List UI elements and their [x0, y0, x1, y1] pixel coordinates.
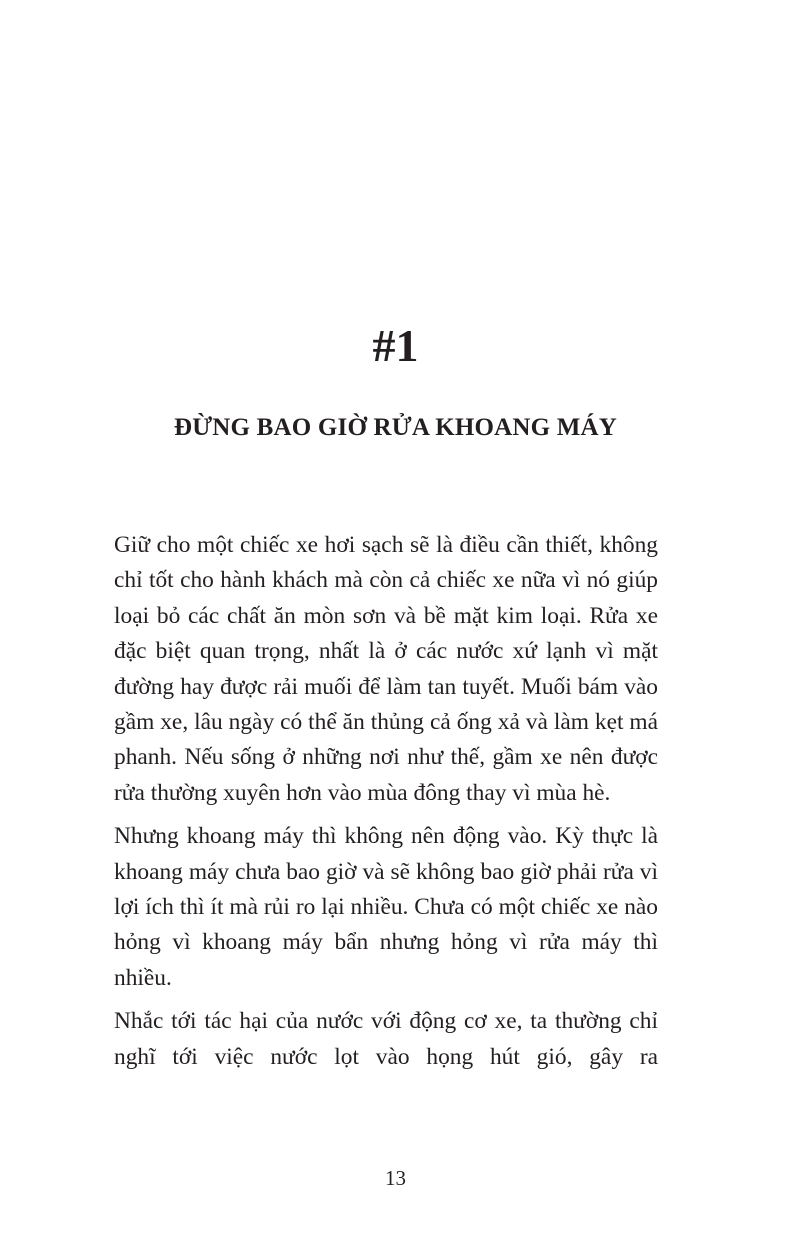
chapter-number: #1	[372, 320, 419, 371]
paragraph-2: Nhưng khoang máy thì không nên động vào. Kỳ thực là khoang máy chưa bao giờ và sẽ không bao giờ phải rửa vì lợi ích thì ít mà rủi ro lại nhiều. Chưa có một chiếc xe nào hỏng vì khoang máy bẩn nhưng hỏng vì rửa máy thì nhiều.	[114, 823, 658, 991]
paragraph-1: Giữ cho một chiếc xe hơi sạch sẽ là điều cần thiết, không chỉ tốt cho hành khách mà còn cả chiếc xe nữa vì nó giúp loại bỏ các chất ăn mòn sơn và bề mặt kim loại. Rửa xe đặc biệt quan trọng, nhất là ở các nước xứ lạnh vì mặt đường hay được rải muối để làm tan tuyết. Muối bám vào gầm xe, lâu ngày có thể ăn thủng cả ống xả và làm kẹt má phanh. Nếu sống ở những nơi như thế, gầm xe nên được rửa thường xuyên hơn vào mùa đông thay vì mùa hè.	[114, 532, 658, 806]
chapter-title: ĐỪNG BAO GIỜ RỬA KHOANG MÁY	[173, 414, 618, 441]
body-text	[114, 528, 658, 1083]
page-number: 13	[385, 1166, 406, 1190]
paragraph-3: Nhắc tới tác hại của nước với động cơ xe, ta thường chỉ nghĩ tới việc nước lọt vào họng hút gió, gây ra	[114, 1008, 658, 1070]
